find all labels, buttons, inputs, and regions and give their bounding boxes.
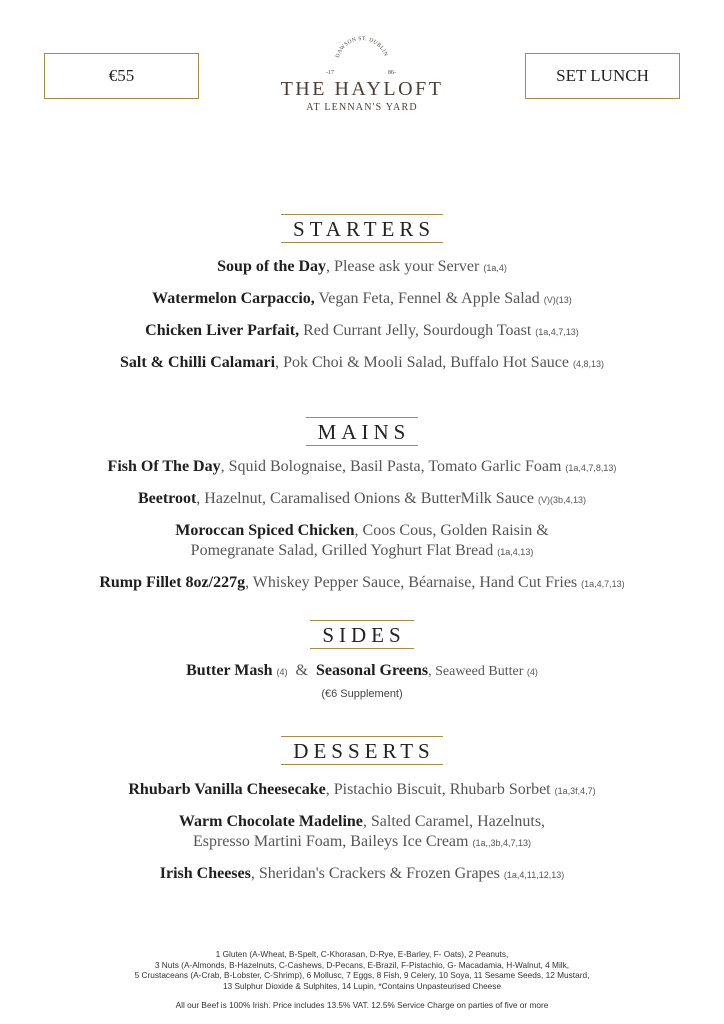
item-desc: , Please ask your Server [326,258,484,275]
item-desc: , Whiskey Pepper Sauce, Béarnaise, Hand Cut Fries [245,574,582,591]
item-name: Beetroot [137,490,197,507]
menu-item [0,353,724,374]
item-desc: , Squid Bolognaise, Basil Pasta, Tomato Garlic Foam [220,458,566,475]
item-allergens: (1a,4,7,13) [581,579,625,589]
footer [0,949,724,1011]
allergen-key-line: 13 Sulphur Dioxide & Sulphites, 14 Lupin, *Contains Unpasteurised Cheese [222,980,502,991]
item-joiner: & [295,662,308,679]
logo-arc-text: DAWSON ST. DUBLIN [334,35,389,59]
section-title: MAINS [306,417,419,446]
menu-item [0,780,724,801]
item-desc: , Seaweed Butter [428,664,527,679]
allergen-key-line: 3 Nuts (A-Almonds, B-Hazelnuts, C-Cashews, D-Pecans, E-Brazil, F-Pistachio, G- Macadamia, H-Walnut, 4 Milk, [154,959,570,970]
item-desc: Red Currant Jelly, Sourdough Toast [299,322,536,339]
allergen-key-line: 1 Gluten (A-Wheat, B-Spelt, C-Khorasan, D-Rye, E-Barley, F- Oats), 2 Peanuts, [215,949,509,959]
logo-year-left: -17 [326,70,334,76]
logo-subtitle: AT LENNAN'S YARD [306,102,418,113]
item-allergens: (1a,4,13) [497,547,534,557]
item-allergens: (V)(3b,4,13) [538,495,587,505]
item-name: Seasonal Greens [315,662,429,679]
item-desc: Pomegranate Salad, Grilled Yoghurt Flat Bread [190,542,498,559]
menu-item [0,289,724,310]
item-allergens: (V)(13) [543,295,572,305]
section-title: SIDES [310,620,413,649]
item-name: Warm Chocolate Madeline [178,813,363,830]
section-title: DESSERTS [281,736,442,765]
menu-item [0,661,724,682]
menu-item [0,489,724,510]
item-name: Butter Mash [186,662,273,679]
item-desc: , Salted Caramel, Hazelnuts, [362,813,546,830]
item-allergens: (1a,,3b,4,7,13) [472,838,532,848]
logo-arc-emblem [322,30,402,76]
item-desc: Espresso Martini Foam, Baileys Ice Cream [192,833,473,850]
price-box [44,53,199,99]
section-desserts [0,736,724,885]
section-sides [0,620,724,700]
item-allergens: (1a,4) [483,263,507,273]
item-desc: Vegan Feta, Fennel & Apple Salad [314,290,544,307]
item-name: Rhubarb Vanilla Cheesecake [128,781,326,798]
item-name: Chicken Liver Parfait, [145,322,300,339]
item-name: Rump Fillet 8oz/227g [99,574,246,591]
logo [262,30,462,114]
menu-item [0,812,724,853]
item-name: Fish Of The Day [107,458,221,475]
disclaimer: All our Beef is 100% Irish. Price includes 13.5% VAT. 12.5% Service Charge on parties of five or more [175,1000,549,1010]
item-name: Irish Cheeses [159,865,251,882]
menu-type: SET LUNCH [556,66,649,85]
item-desc: , Pok Choi & Mooli Salad, Buffalo Hot Sauce [275,354,573,371]
item-allergens: (1a,4,7,13) [535,327,579,337]
menu-item [0,457,724,478]
menu-item [0,521,724,562]
section-starters [0,214,724,374]
allergen-key-line: 5 Crustaceans (A-Crab, B-Lobster, C-Shrimp), 6 Mollusc, 7 Eggs, 8 Fish, 9 Celery, 10 Soya, 11 Sesame Seeds, 12 Mustard, [134,970,590,980]
menu-item [0,573,724,594]
item-name: Salt & Chilli Calamari [119,354,276,371]
section-title: STARTERS [281,214,443,243]
item-desc: , Sheridan's Crackers & Frozen Grapes [250,865,504,882]
item-desc: , Pistachio Biscuit, Rhubarb Sorbet [325,781,555,798]
item-name: Moroccan Spiced Chicken [175,522,355,539]
item-allergens: (1a,4,7,8,13) [565,463,617,473]
menu-item [0,864,724,885]
item-name: Watermelon Carpaccio, [152,290,315,307]
item-allergens: (1a,4,11,12,13) [503,870,565,880]
price: €55 [108,66,135,85]
item-name: Soup of the Day [217,258,327,275]
logo-year-right: 86- [388,70,396,76]
supplement-note: (€6 Supplement) [321,688,403,700]
logo-title: THE HAYLOFT [280,78,444,100]
menu-item [0,257,724,278]
item-desc: , Coos Cous, Golden Raisin & [354,522,549,539]
menu-type-box [525,53,680,99]
item-allergens: (1a,3f,4,7) [554,786,596,796]
section-mains [0,417,724,594]
item-allergens: (4,8,13) [573,359,605,369]
item-allergens: (4) [526,667,538,677]
menu-item [0,321,724,342]
svg-text:DAWSON ST. DUBLIN [335,36,389,59]
item-allergens: (4) [276,667,288,677]
item-desc: , Hazelnut, Caramalised Onions & ButterMilk Sauce [196,490,538,507]
